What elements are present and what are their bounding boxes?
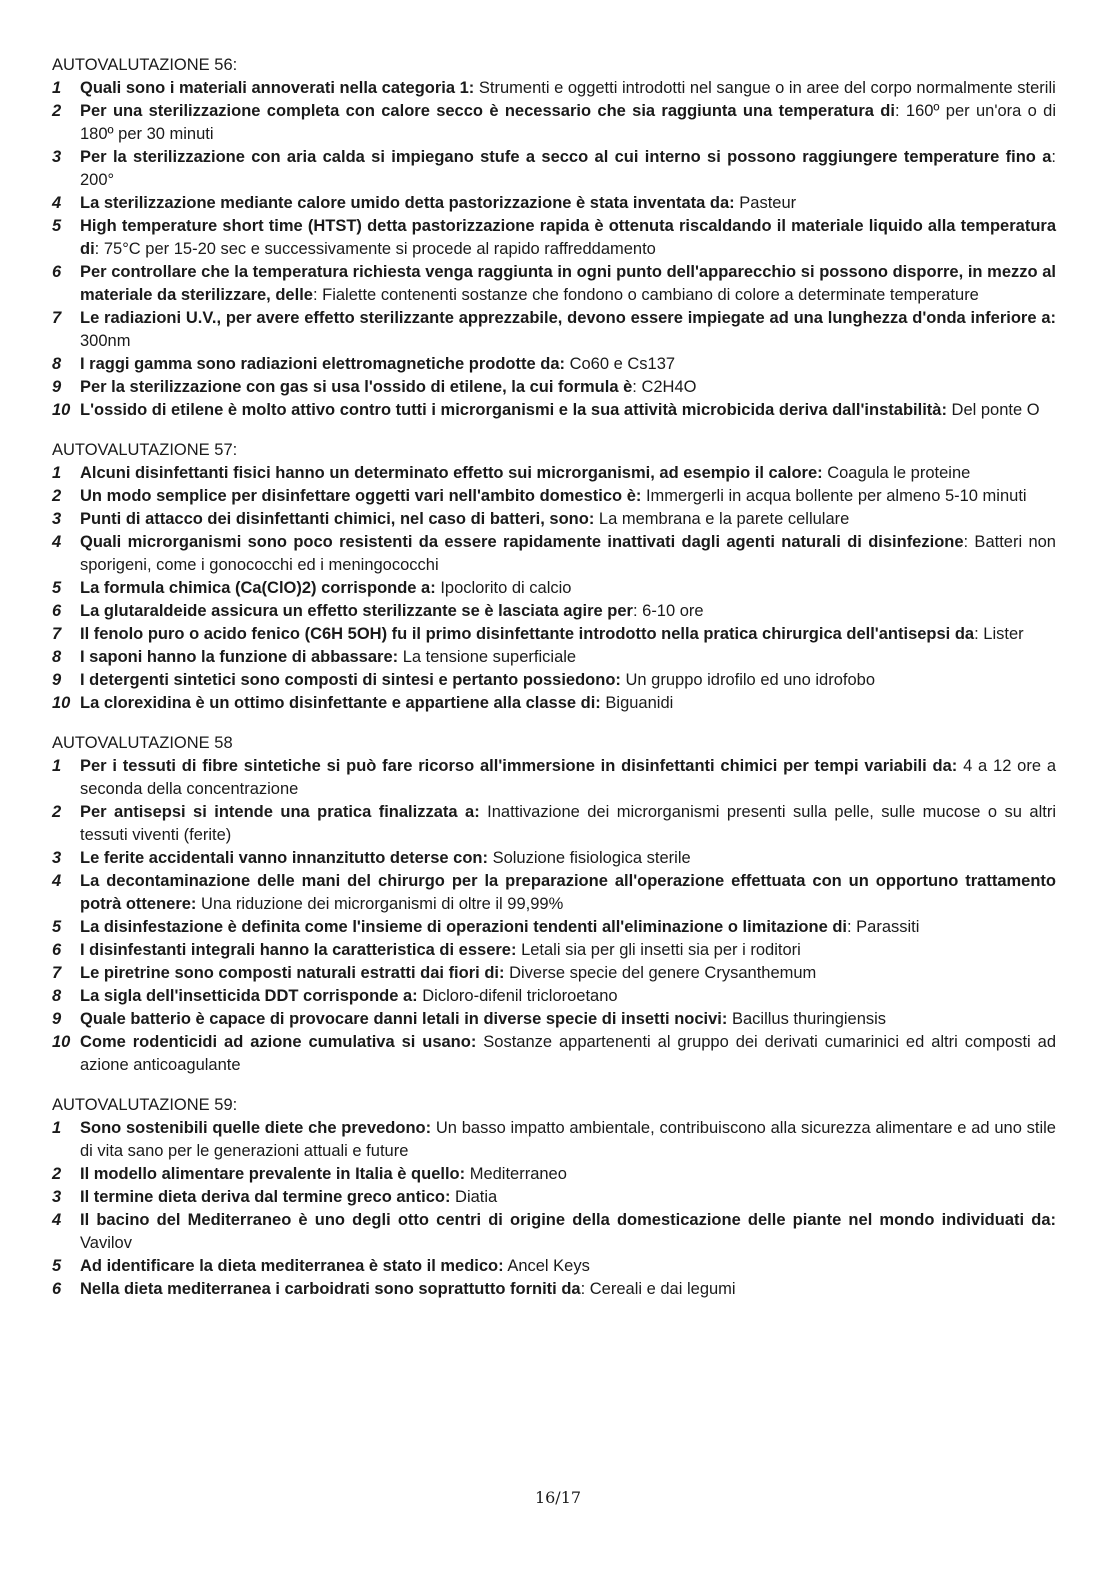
question-item xyxy=(52,1209,1056,1255)
question-text: La disinfestazione è definita come l'insieme di operazioni tendenti all'eliminazione o limitazione di xyxy=(80,918,847,936)
answer-text: Del ponte O xyxy=(946,401,1040,419)
question-number: 8 xyxy=(52,987,62,1005)
question-item xyxy=(52,600,1056,623)
answer-text: : C2H4O xyxy=(632,378,697,396)
question-item xyxy=(52,215,1056,261)
question-text: Sono sostenibili quelle diete che prevedono: xyxy=(80,1119,432,1137)
answer-text: Pasteur xyxy=(734,194,797,212)
question-item xyxy=(52,1163,1056,1186)
question-number: 2 xyxy=(52,1165,62,1183)
question-body xyxy=(80,485,1056,508)
question-number: 3 xyxy=(52,849,62,867)
question-item xyxy=(52,962,1056,985)
question-text: Per la sterilizzazione con gas si usa l'ossido di etilene, la cui formula è xyxy=(80,378,633,396)
question-number: 7 xyxy=(52,625,62,643)
question-number: 5 xyxy=(52,1257,62,1275)
question-item xyxy=(52,1031,1056,1077)
question-item xyxy=(52,462,1056,485)
answer-text: 300nm xyxy=(80,332,131,350)
question-text: Per antisepsi si intende una pratica finalizzata a: xyxy=(80,803,480,821)
question-text: L'ossido di etilene è molto attivo contro tutti i microrganismi e la sua attività microbicida deriva dall'instabilità: xyxy=(80,401,947,419)
question-number: 9 xyxy=(52,1010,62,1028)
question-item xyxy=(52,1186,1056,1209)
question-body xyxy=(80,1031,1056,1077)
question-number: 1 xyxy=(52,464,62,482)
question-number: 10 xyxy=(52,694,71,712)
question-item xyxy=(52,77,1056,100)
question-text: La sterilizzazione mediante calore umido detta pastorizzazione è stata inventata da: xyxy=(80,194,735,212)
question-number: 7 xyxy=(52,964,62,982)
answer-text: : 75°C per 15-20 sec e successivamente si procede al rapido raffreddamento xyxy=(94,240,656,258)
question-number: 8 xyxy=(52,355,62,373)
question-text: Quali microrganismi sono poco resistenti da essere rapidamente inattivati dagli agenti naturali di disinfezione xyxy=(80,533,964,551)
question-body xyxy=(80,939,1056,962)
autovalutazione-section xyxy=(52,439,1056,715)
question-text: Le ferite accidentali vanno innanzitutto deterse con: xyxy=(80,849,488,867)
question-item xyxy=(52,508,1056,531)
sections-container xyxy=(52,54,1056,1301)
question-body xyxy=(80,801,1056,847)
answer-text: : Parassiti xyxy=(847,918,920,936)
question-body xyxy=(80,962,1056,985)
question-number: 10 xyxy=(52,1033,71,1051)
question-body xyxy=(80,916,1056,939)
section-title: AUTOVALUTAZIONE 56: xyxy=(52,56,238,74)
question-item xyxy=(52,485,1056,508)
question-text: Punti di attacco dei disinfettanti chimici, nel caso di batteri, sono: xyxy=(80,510,595,528)
question-body xyxy=(80,755,1056,801)
answer-text: La membrana e la parete cellulare xyxy=(594,510,850,528)
question-item xyxy=(52,916,1056,939)
answer-text: Bacillus thuringiensis xyxy=(727,1010,887,1028)
question-text: I disinfestanti integrali hanno la caratteristica di essere: xyxy=(80,941,517,959)
question-item xyxy=(52,692,1056,715)
question-body xyxy=(80,192,1056,215)
question-number: 1 xyxy=(52,1119,62,1137)
question-item xyxy=(52,939,1056,962)
question-text: Per la sterilizzazione con aria calda si impiegano stufe a secco al cui interno si possono raggiungere temperature fino a xyxy=(80,148,1052,166)
section-title: AUTOVALUTAZIONE 59: xyxy=(52,1096,238,1114)
question-text: La sigla dell'insetticida DDT corrisponde a: xyxy=(80,987,418,1005)
question-number: 3 xyxy=(52,148,62,166)
question-number: 4 xyxy=(52,1211,62,1229)
question-item xyxy=(52,307,1056,353)
question-body xyxy=(80,261,1056,307)
question-number: 6 xyxy=(52,941,62,959)
question-item xyxy=(52,577,1056,600)
question-number: 2 xyxy=(52,803,62,821)
question-item xyxy=(52,399,1056,422)
question-item xyxy=(52,847,1056,870)
question-item xyxy=(52,870,1056,916)
answer-text: : 160º per un'ora o di 180º per 30 minuti xyxy=(80,102,1057,143)
question-item xyxy=(52,1255,1056,1278)
question-number: 6 xyxy=(52,1280,62,1298)
question-text: Un modo semplice per disinfettare oggetti vari nell'ambito domestico è: xyxy=(80,487,642,505)
question-item xyxy=(52,531,1056,577)
question-number: 3 xyxy=(52,1188,62,1206)
question-body xyxy=(80,1117,1056,1163)
question-text: La formula chimica (Ca(ClO)2) corrisponde a: xyxy=(80,579,436,597)
question-body xyxy=(80,1278,1056,1301)
question-body xyxy=(80,600,1056,623)
question-number: 5 xyxy=(52,579,62,597)
question-number: 2 xyxy=(52,487,62,505)
question-item xyxy=(52,376,1056,399)
question-number: 2 xyxy=(52,102,62,120)
question-body xyxy=(80,669,1056,692)
question-text: Il termine dieta deriva dal termine greco antico: xyxy=(80,1188,451,1206)
question-text: Per una sterilizzazione completa con calore secco è necessario che sia raggiunta una temperatura di xyxy=(80,102,895,120)
question-text: Alcuni disinfettanti fisici hanno un determinato effetto sui microrganismi, ad esempio il calore: xyxy=(80,464,823,482)
question-item xyxy=(52,669,1056,692)
question-body xyxy=(80,508,1056,531)
question-item xyxy=(52,646,1056,669)
question-body xyxy=(80,692,1056,715)
answer-text: Strumenti e oggetti introdotti nel sangue o in aree del corpo normalmente sterili xyxy=(474,79,1056,97)
question-number: 1 xyxy=(52,757,62,775)
answer-text: Una riduzione dei microrganismi di oltre il 99,99% xyxy=(196,895,564,913)
question-number: 10 xyxy=(52,401,71,419)
question-body xyxy=(80,77,1056,100)
question-body xyxy=(80,577,1056,600)
answer-text: : Batteri non sporigeni, come i gonococchi ed i meningococchi xyxy=(80,533,1056,574)
question-number: 5 xyxy=(52,918,62,936)
question-body xyxy=(80,1255,1056,1278)
answer-text: Co60 e Cs137 xyxy=(565,355,676,373)
answer-text: Soluzione fisiologica sterile xyxy=(488,849,691,867)
question-text: Il modello alimentare prevalente in Italia è quello: xyxy=(80,1165,466,1183)
question-body xyxy=(80,1163,1056,1186)
answer-text: Ipoclorito di calcio xyxy=(435,579,572,597)
question-item xyxy=(52,1008,1056,1031)
question-body xyxy=(80,353,1056,376)
question-number: 1 xyxy=(52,79,62,97)
document-page xyxy=(52,54,1056,1318)
answer-text: Immergerli in acqua bollente per almeno 5-10 minuti xyxy=(641,487,1027,505)
question-body xyxy=(80,646,1056,669)
question-number: 4 xyxy=(52,533,62,551)
answer-text: Letali sia per gli insetti sia per i roditori xyxy=(516,941,801,959)
answer-text: 4 a 12 ore a seconda della concentrazione xyxy=(80,757,1056,798)
question-text: Per controllare che la temperatura richiesta venga raggiunta in ogni punto dell'apparecchio si possono disporre, in mezzo al materiale da sterilizzare, delle xyxy=(80,263,1056,304)
answer-text: Un basso impatto ambientale, contribuiscono alla sicurezza alimentare e ad uno stile di vita sano per le generazioni attuali e future xyxy=(80,1119,1056,1160)
question-body xyxy=(80,146,1056,192)
answer-text: Dicloro-difenil tricloroetano xyxy=(417,987,618,1005)
question-item xyxy=(52,623,1056,646)
answer-text: La tensione superficiale xyxy=(398,648,577,666)
question-body xyxy=(80,376,1056,399)
autovalutazione-section xyxy=(52,54,1056,422)
question-text: Il bacino del Mediterraneo è uno degli otto centri di origine della domesticazione delle piante nel mondo individuati da: xyxy=(80,1211,1056,1229)
question-text: I raggi gamma sono radiazioni elettromagnetiche prodotte da: xyxy=(80,355,565,373)
question-body xyxy=(80,623,1056,646)
question-number: 4 xyxy=(52,194,62,212)
question-body xyxy=(80,100,1056,146)
autovalutazione-section xyxy=(52,732,1056,1077)
question-item xyxy=(52,1117,1056,1163)
page-number: 16/17 xyxy=(534,1488,582,1507)
question-text: Quale batterio è capace di provocare danni letali in diverse specie di insetti nocivi: xyxy=(80,1010,728,1028)
answer-text: Biguanidi xyxy=(600,694,674,712)
answer-text: : 6-10 ore xyxy=(632,602,704,620)
answer-text: Inattivazione dei microrganismi presenti sulla pelle, sulle mucose o su altri tessuti viventi (ferite) xyxy=(80,803,1057,844)
answer-text: Mediterraneo xyxy=(465,1165,567,1183)
answer-text: Vavilov xyxy=(80,1234,132,1252)
answer-text: Ancel Keys xyxy=(503,1257,590,1275)
answer-text: : Cereali e dai legumi xyxy=(580,1280,736,1298)
question-text: High temperature short time (HTST) detta pastorizzazione rapida è ottenuta riscaldando il materiale liquido alla temperatura di xyxy=(80,217,1056,258)
question-item xyxy=(52,1278,1056,1301)
question-text: La glutaraldeide assicura un effetto sterilizzante se è lasciata agire per xyxy=(80,602,633,620)
question-number: 4 xyxy=(52,872,62,890)
question-text: I saponi hanno la funzione di abbassare: xyxy=(80,648,399,666)
section-title: AUTOVALUTAZIONE 58 xyxy=(52,734,233,752)
question-number: 5 xyxy=(52,217,62,235)
question-item xyxy=(52,755,1056,801)
question-body xyxy=(80,1186,1056,1209)
question-item xyxy=(52,985,1056,1008)
question-number: 8 xyxy=(52,648,62,666)
question-item xyxy=(52,146,1056,192)
answer-text: Un gruppo idrofilo ed uno idrofobo xyxy=(620,671,875,689)
question-item xyxy=(52,261,1056,307)
answer-text: Diatia xyxy=(450,1188,498,1206)
question-text: I detergenti sintetici sono composti di sintesi e pertanto possiedono: xyxy=(80,671,621,689)
answer-text: Sostanze appartenenti al gruppo dei derivati cumarinici ed altri composti ad azione anticoagulante xyxy=(80,1033,1056,1074)
question-body xyxy=(80,847,1056,870)
answer-text: : Fialette contenenti sostanze che fondono o cambiano di colore a determinate temperature xyxy=(312,286,979,304)
question-body xyxy=(80,215,1056,261)
question-text: La clorexidina è un ottimo disinfettante e appartiene alla classe di: xyxy=(80,694,601,712)
answer-text: : 200° xyxy=(80,148,1056,189)
question-number: 6 xyxy=(52,263,62,281)
autovalutazione-section xyxy=(52,1094,1056,1301)
question-text: Il fenolo puro o acido fenico (C6H 5OH) fu il primo disinfettante introdotto nella pratica chirurgica dell'antisepsi da xyxy=(80,625,975,643)
question-text: Per i tessuti di fibre sintetiche si può fare ricorso all'immersione in disinfettanti chimici per tempi variabili da: xyxy=(80,757,958,775)
question-number: 9 xyxy=(52,378,62,396)
question-body xyxy=(80,1008,1056,1031)
question-body xyxy=(80,870,1056,916)
question-number: 9 xyxy=(52,671,62,689)
question-text: Le radiazioni U.V., per avere effetto sterilizzante apprezzabile, devono essere impiegate ad una lunghezza d'onda inferiore a: xyxy=(80,309,1056,327)
question-text: Le piretrine sono composti naturali estratti dai fiori di: xyxy=(80,964,505,982)
question-body xyxy=(80,462,1056,485)
question-body xyxy=(80,985,1056,1008)
section-title: AUTOVALUTAZIONE 57: xyxy=(52,441,238,459)
question-body xyxy=(80,1209,1056,1255)
question-text: Quali sono i materiali annoverati nella categoria 1: xyxy=(80,79,475,97)
answer-text: : Lister xyxy=(974,625,1024,643)
answer-text: Coagula le proteine xyxy=(822,464,971,482)
question-number: 3 xyxy=(52,510,62,528)
question-body xyxy=(80,531,1056,577)
question-item xyxy=(52,353,1056,376)
question-text: Nella dieta mediterranea i carboidrati sono soprattutto forniti da xyxy=(80,1280,581,1298)
question-number: 7 xyxy=(52,309,62,327)
question-item xyxy=(52,192,1056,215)
question-item xyxy=(52,100,1056,146)
question-item xyxy=(52,801,1056,847)
question-number: 6 xyxy=(52,602,62,620)
question-body xyxy=(80,307,1056,353)
question-text: Come rodenticidi ad azione cumulativa si usano: xyxy=(80,1033,477,1051)
question-text: Ad identificare la dieta mediterranea è stato il medico: xyxy=(80,1257,504,1275)
question-text: La decontaminazione delle mani del chirurgo per la preparazione all'operazione effettuata con un opportuno trattamento potrà ottenere: xyxy=(80,872,1056,913)
question-body xyxy=(80,399,1056,422)
answer-text: Diverse specie del genere Crysanthemum xyxy=(504,964,817,982)
